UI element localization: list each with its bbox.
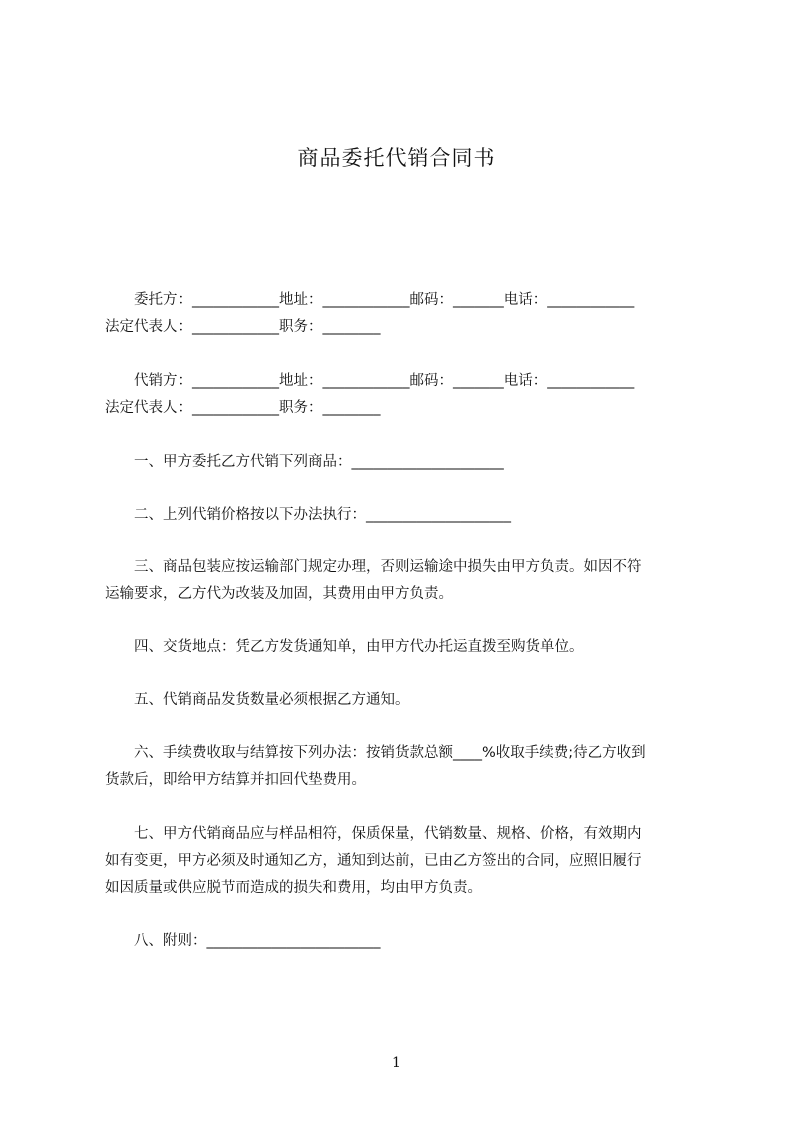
- clause-6-line-2: 货款后，即给甲方结算并扣回代垫费用。: [105, 772, 366, 788]
- clause-3-line-2: 运输要求，乙方代为改装及加固，其费用由甲方负责。: [105, 586, 453, 602]
- clause-2: 二、上列代销价格按以下办法执行：____________________: [105, 507, 511, 523]
- clause-7-line-3: 如因质量或供应脱节而造成的损失和费用，均由甲方负责。: [105, 880, 482, 896]
- page-number: 1: [392, 1055, 401, 1071]
- clause-6-line-1: 六、手续费收取与结算按下列办法：按销货款总额____%收取手续费;待乙方收到: [105, 745, 646, 761]
- clause-7-line-2: 如有变更，甲方必须及时通知乙方，通知到达前，已由乙方签出的合同，应照旧履行: [105, 853, 642, 869]
- document-title: 商品委托代销合同书: [297, 146, 496, 170]
- clause-4: 四、交货地点：凭乙方发货通知单，由甲方代办托运直拨至购货单位。: [105, 639, 584, 655]
- consignee-representative-line: 法定代表人：____________职务：________: [105, 400, 381, 416]
- consignor-representative-line: 法定代表人：____________职务：________: [105, 319, 381, 335]
- consignee-line: 代销方：____________地址：____________邮码：_______电话：____________: [105, 373, 635, 389]
- clause-1: 一、甲方委托乙方代销下列商品：_____________________: [105, 454, 504, 470]
- consignor-line: 委托方：____________地址：____________邮码：_______电话：____________: [105, 292, 635, 308]
- clause-3-line-1: 三、商品包装应按运输部门规定办理，否则运输途中损失由甲方负责。如因不符: [105, 559, 642, 575]
- clause-8: 八、附则：________________________: [105, 933, 381, 949]
- clause-7-line-1: 七、甲方代销商品应与样品相符，保质保量，代销数量、规格、价格，有效期内: [105, 826, 642, 842]
- clause-5: 五、代销商品发货数量必须根据乙方通知。: [105, 692, 410, 708]
